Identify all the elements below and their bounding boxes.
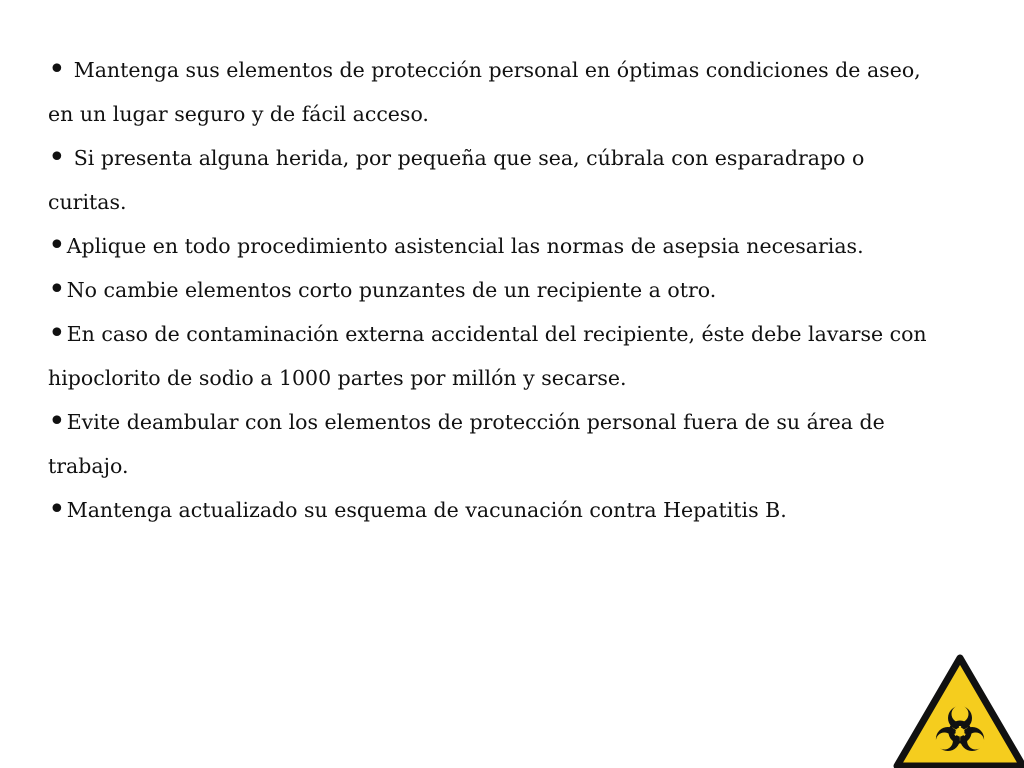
bullet-text: Mantenga actualizado su esquema de vacunación contra Hepatitis B. [66,498,787,522]
bullet-text: No cambie elementos corto punzantes de un recipiente a otro. [66,278,717,302]
bullet-text: Mantenga sus elementos de protección personal en óptimas condiciones de aseo, en un lugar seguro y de fácil acceso. [48,58,921,126]
bullet-item [48,224,948,268]
bullet-dot: • [48,272,66,307]
biohazard-warning-sign [893,652,1024,768]
bullet-text: Evite deambular con los elementos de protección personal fuera de su área de trabajo. [48,410,885,478]
bullet-text: Aplique en todo procedimiento asistencial las normas de asepsia necesarias. [66,234,864,258]
bullet-item [48,48,948,136]
bullet-dot: • [48,140,66,175]
bullet-dot: • [48,316,66,351]
bullet-text: En caso de contaminación externa accidental del recipiente, éste debe lavarse con hipoclorito de sodio a 1000 partes por millón y secarse. [48,322,927,390]
bullet-item [48,268,948,312]
bullet-item [48,400,948,488]
bullet-item [48,488,948,532]
bullet-list [48,48,948,532]
bullet-dot: • [48,52,66,87]
bullet-dot: • [48,492,66,527]
bullet-dot: • [48,228,66,263]
bullet-item [48,136,948,224]
bullet-item [48,312,948,400]
bullet-dot: • [48,404,66,439]
bullet-text: Si presenta alguna herida, por pequeña que sea, cúbrala con esparadrapo o curitas. [48,146,865,214]
